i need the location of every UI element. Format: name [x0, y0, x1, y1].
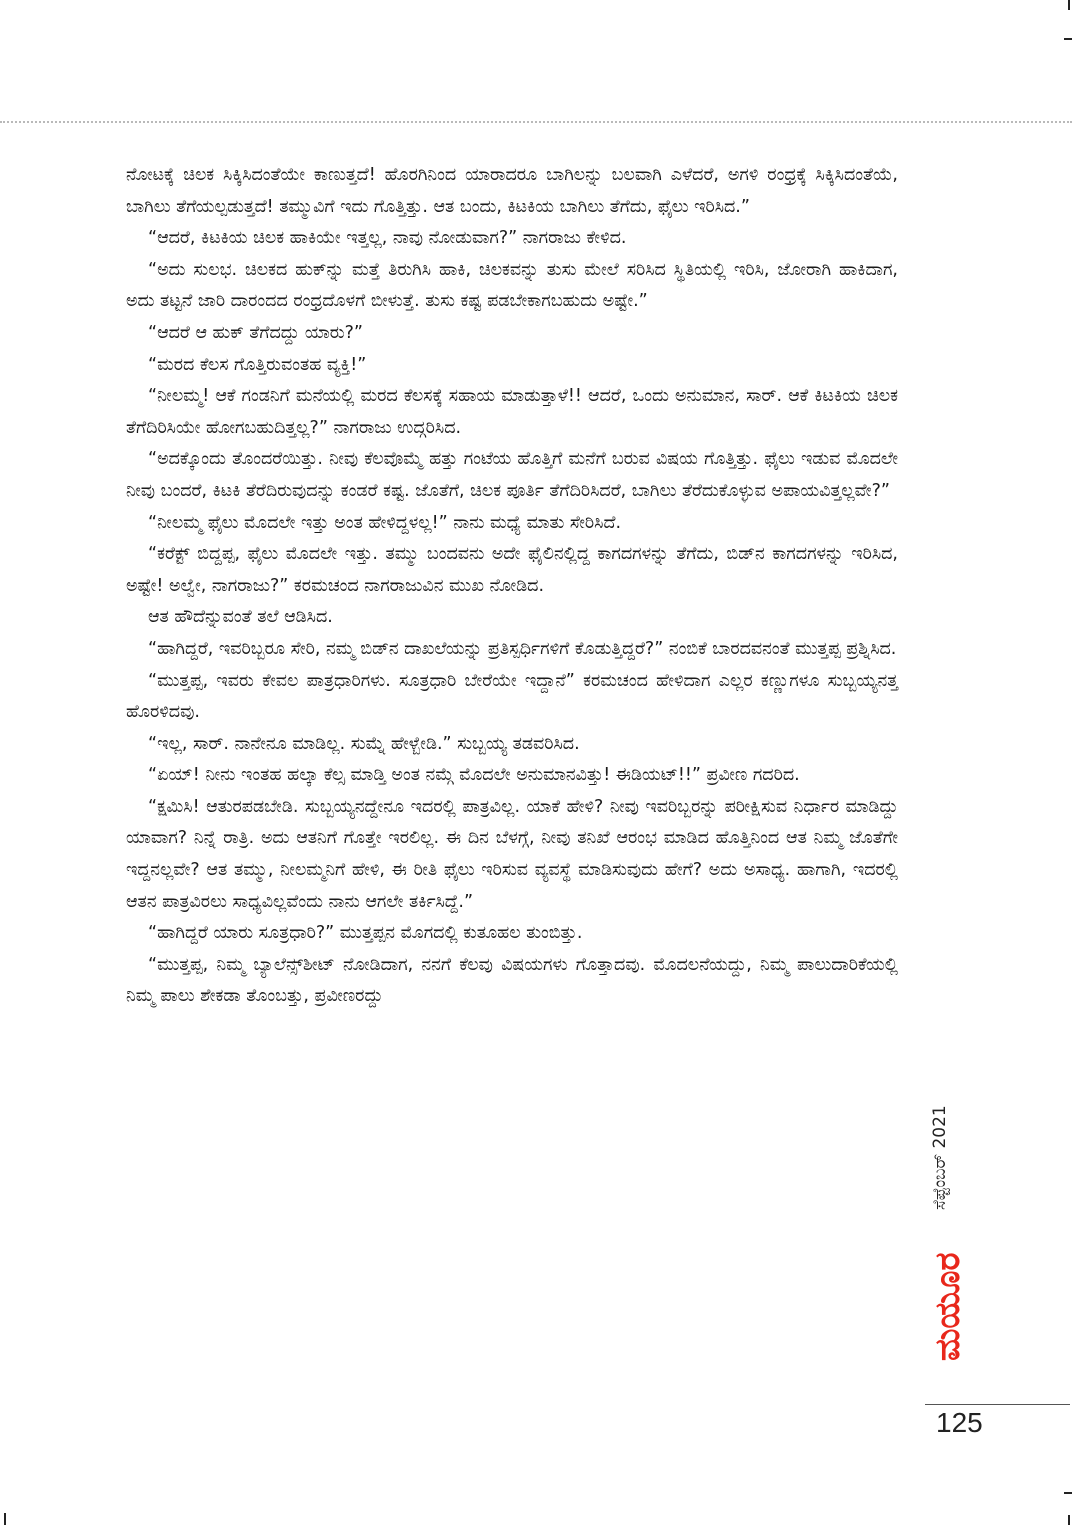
- paragraph: “ಹಾಗಿದ್ದರೆ, ಇವರಿಬ್ಬರೂ ಸೇರಿ, ನಮ್ಮ ಬಿಡ್‌ನ ದಾಖಲೆಯನ್ನು ಪ್ರತಿಸ್ಪರ್ಧಿಗಳಿಗೆ ಕೊಡುತ್ತಿದ್ದರೆ?” ನಂಬಿಕೆ ಬಾರದವನಂತೆ ಮುತ್ತಪ್ಪ ಪ್ರಶ್ನಿಸಿದ.: [148, 638, 897, 659]
- paragraph: ನೋಟಕ್ಕೆ ಚಿಲಕ ಸಿಕ್ಕಿಸಿದಂತೆಯೇ ಕಾಣುತ್ತದೆ! ಹೊರಗಿನಿಂದ ಯಾರಾದರೂ ಬಾಗಿಲನ್ನು ಬಲವಾಗಿ ಎಳೆದರೆ, ಅಗಳಿ ರಂಧ್ರಕ್ಕೆ ಸಿಕ್ಕಿಸಿದಂತೆಯೆ, ಬಾಗಿಲು ತೆಗೆಯಲ್ಪಡುತ್ತದೆ! ತಮ್ಮುವಿಗೆ ಇದು ಗೊತ್ತಿತ್ತು. ಆತ ಬಂದು, ಕಿಟಕಿಯ ಬಾಗಿಲು ತೆಗೆದು, ಫೈಲು ಇರಿಸಿದ.”: [126, 165, 898, 217]
- crop-mark-top-right: [1068, 0, 1070, 10]
- paragraph: “ಅದಕ್ಕೊಂದು ತೊಂದರೆಯಿತ್ತು. ನೀವು ಕೆಲವೊಮ್ಮೆ ಹತ್ತು ಗಂಟೆಯ ಹೊತ್ತಿಗೆ ಮನೆಗೆ ಬರುವ ವಿಷಯ ಗೊತ್ತಿತ್ತು. ಫೈಲು ಇಡುವ ಮೊದಲೇ ನೀವು ಬಂದರೆ, ಕಿಟಕಿ ತೆರೆದಿರುವುದನ್ನು ಕಂಡರೆ ಕಷ್ಟ. ಜೊತೆಗೆ, ಚಿಲಕ ಪೂರ್ತಿ ತೆಗೆದಿರಿಸಿದರೆ, ಬಾಗಿಲು ತೆರೆದುಕೊಳ್ಳುವ ಅಪಾಯವಿತ್ತಲ್ಲವೇ?”: [126, 449, 898, 501]
- paragraph: “ಆದರೆ, ಕಿಟಕಿಯ ಚಿಲಕ ಹಾಕಿಯೇ ಇತ್ತಲ್ಲ, ನಾವು ನೋಡುವಾಗ?” ನಾಗರಾಜು ಕೇಳಿದ.: [148, 228, 627, 249]
- paragraph: ಆತ ಹೌದೆನ್ನುವಂತೆ ತಲೆ ಆಡಿಸಿದ.: [148, 607, 333, 628]
- paragraph: “ಏಯ್! ನೀನು ಇಂತಹ ಹಲ್ಕಾ ಕೆಲ್ಸ ಮಾಡ್ತಿ ಅಂತ ನಮ್ಗೆ ಮೊದಲೇ ಅನುಮಾನವಿತ್ತು! ಈಡಿಯಟ್!!” ಪ್ರವೀಣ ಗದರಿದ.: [148, 765, 800, 786]
- paragraph: “ನೀಲಮ್ಮ ಫೈಲು ಮೊದಲೇ ಇತ್ತು ಅಂತ ಹೇಳಿದ್ದಳಲ್ಲ!” ನಾನು ಮಧ್ಯೆ ಮಾತು ಸೇರಿಸಿದೆ.: [148, 512, 622, 533]
- issue-date: ಸೆಪ್ಟೆಂಬರ್ 2021: [930, 1105, 950, 1210]
- article-body: [126, 160, 898, 1013]
- page-number: 125: [936, 1407, 983, 1438]
- paragraph: “ಕ್ಷಮಿಸಿ! ಆತುರಪಡಬೇಡಿ. ಸುಬ್ಬಯ್ಯನದ್ದೇನೂ ಇದರಲ್ಲಿ ಪಾತ್ರವಿಲ್ಲ. ಯಾಕೆ ಹೇಳಿ? ನೀವು ಇವರಿಬ್ಬರನ್ನು ಪರೀಕ್ಷಿಸುವ ನಿರ್ಧಾರ ಮಾಡಿದ್ದು ಯಾವಾಗ? ನಿನ್ನೆ ರಾತ್ರಿ. ಅದು ಆತನಿಗೆ ಗೊತ್ತೇ ಇರಲಿಲ್ಲ. ಈ ದಿನ ಬೆಳಗ್ಗೆ, ನೀವು ತನಿಖೆ ಆರಂಭ ಮಾಡಿದ ಹೊತ್ತಿನಿಂದ ಆತ ನಿಮ್ಮ ಜೊತೆಗೇ ಇದ್ದನಲ್ಲವೇ? ಆತ ತಮ್ಮು, ನೀಲಮ್ಮನಿಗೆ ಹೇಳಿ, ಈ ರೀತಿ ಫೈಲು ಇರಿಸುವ ವ್ಯವಸ್ಥೆ ಮಾಡಿಸುವುದು ಹೇಗೆ? ಅದು ಅಸಾಧ್ಯ. ಹಾಗಾಗಿ, ಇದರಲ್ಲಿ ಆತನ ಪಾತ್ರವಿರಲು ಸಾಧ್ಯವಿಲ್ಲವೆಂದು ನಾನು ಆಗಲೇ ತರ್ಕಿಸಿದ್ದೆ.”: [126, 796, 898, 912]
- magazine-logo: ಮಯೂರ: [928, 1252, 968, 1362]
- paragraph: “ಇಲ್ಲ, ಸಾರ್. ನಾನೇನೂ ಮಾಡಿಲ್ಲ. ಸುಮ್ನೆ ಹೇಳ್ಬೇಡಿ.” ಸುಬ್ಬಯ್ಯ ತಡವರಿಸಿದ.: [148, 733, 580, 754]
- paragraph: “ಮುತ್ತಪ್ಪ, ನಿಮ್ಮ ಬ್ಯಾಲೆನ್ಸ್‌ಶೀಟ್ ನೋಡಿದಾಗ, ನನಗೆ ಕೆಲವು ವಿಷಯಗಳು ಗೊತ್ತಾದವು. ಮೊದಲನೆಯದ್ದು, ನಿಮ್ಮ ಪಾಲುದಾರಿಕೆಯಲ್ಲಿ ನಿಮ್ಮ ಪಾಲು ಶೇಕಡಾ ತೊಂಬತ್ತು, ಪ್ರವೀಣರದ್ದು: [126, 954, 898, 1007]
- crop-mark-bottom-right: [1068, 1515, 1070, 1525]
- paragraph: “ಅದು ಸುಲಭ. ಚಿಲಕದ ಹುಕ್‌ನ್ನು ಮತ್ತೆ ತಿರುಗಿಸಿ ಹಾಕಿ, ಚಿಲಕವನ್ನು ತುಸು ಮೇಲೆ ಸರಿಸಿದ ಸ್ಥಿತಿಯಲ್ಲಿ ಇರಿಸಿ, ಜೋರಾಗಿ ಹಾಕಿದಾಗ, ಅದು ತಟ್ಟನೆ ಜಾರಿ ದಾರಂದದ ರಂಧ್ರದೊಳಗೆ ಬೀಳುತ್ತೆ. ತುಸು ಕಷ್ಟ ಪಡಬೇಕಾಗಬಹುದು ಅಷ್ಟೇ.”: [126, 259, 898, 312]
- paragraph: “ನೀಲಮ್ಮ! ಆಕೆ ಗಂಡನಿಗೆ ಮನೆಯಲ್ಲಿ ಮರದ ಕೆಲಸಕ್ಕೆ ಸಹಾಯ ಮಾಡುತ್ತಾಳೆ!! ಆದರೆ, ಒಂದು ಅನುಮಾನ, ಸಾರ್. ಆಕೆ ಕಿಟಕಿಯ ಚಿಲಕ ತೆಗೆದಿರಿಸಿಯೇ ಹೋಗಬಹುದಿತ್ತಲ್ಲ?” ನಾಗರಾಜು ಉದ್ಗರಿಸಿದ.: [126, 386, 898, 438]
- crop-mark-right-upper: [1064, 38, 1072, 40]
- paragraph: “ಆದರೆ ಆ ಹುಕ್ ತೆಗೆದದ್ದು ಯಾರು?”: [148, 322, 363, 343]
- crop-mark-right-lower: [1064, 1492, 1072, 1494]
- paragraph: “ಕರೆಕ್ಟ್ ಬಿದ್ದಪ್ಪ, ಫೈಲು ಮೊದಲೇ ಇತ್ತು. ತಮ್ಮು ಬಂದವನು ಅದೇ ಫೈಲಿನಲ್ಲಿದ್ದ ಕಾಗದಗಳನ್ನು ತೆಗೆದು, ಬಿಡ್‌ನ ಕಾಗದಗಳನ್ನು ಇರಿಸಿದ, ಅಷ್ಟೇ! ಅಲ್ವೇ, ನಾಗರಾಜು?” ಕರಮಚಂದ ನಾಗರಾಜುವಿನ ಮುಖ ನೋಡಿದ.: [126, 544, 898, 596]
- paragraph: “ಹಾಗಿದ್ದರೆ ಯಾರು ಸೂತ್ರಧಾರಿ?” ಮುತ್ತಪ್ಪನ ಮೊಗದಲ್ಲಿ ಕುತೂಹಲ ತುಂಬಿತ್ತು.: [148, 923, 583, 944]
- dotted-separator: [0, 121, 1072, 123]
- paragraph: “ಮರದ ಕೆಲಸ ಗೊತ್ತಿರುವಂತಹ ವ್ಯಕ್ತಿ!”: [148, 354, 367, 375]
- crop-mark-bottom-left: [4, 1513, 6, 1525]
- footer-rule: [925, 1404, 1070, 1405]
- paragraph: “ಮುತ್ತಪ್ಪ, ಇವರು ಕೇವಲ ಪಾತ್ರಧಾರಿಗಳು. ಸೂತ್ರಧಾರಿ ಬೇರೆಯೇ ಇದ್ದಾನೆ” ಕರಮಚಂದ ಹೇಳಿದಾಗ ಎಲ್ಲರ ಕಣ್ಣುಗಳೂ ಸುಬ್ಬಯ್ಯನತ್ತ ಹೊರಳಿದವು.: [126, 670, 898, 723]
